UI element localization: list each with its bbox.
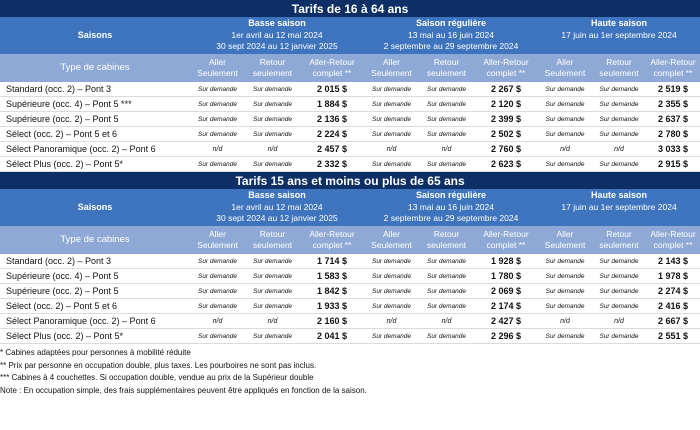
season-dates: 17 juin au 1er septembre 2024 [561,201,677,212]
season-header [190,17,364,54]
season-header [364,189,538,226]
cabin-type: Supérieure (occ. 2) – Pont 5 [0,112,190,127]
column-header-line1: Aller [556,56,574,67]
column-header-line2: seulement [426,240,467,250]
price-cell: Sur demande [592,82,646,97]
column-header-row [0,226,700,254]
column-header-line1: Aller-Retour [650,228,696,239]
price-cell: 1 978 $ [646,269,700,284]
table-row [0,157,700,172]
price-cell: n/d [190,314,245,329]
price-cell: Sur demande [245,254,300,269]
table-row [0,284,700,299]
price-cell: Sur demande [538,127,592,142]
column-header-line2: Seulement [197,240,238,250]
price-cell: 1 842 $ [300,284,364,299]
price-cell: 2 332 $ [300,157,364,172]
price-cell: Sur demande [245,329,300,344]
price-cell: n/d [538,142,592,157]
price-cell: 2 136 $ [300,112,364,127]
column-header-line1: Aller [208,56,226,67]
price-cell: Sur demande [419,254,474,269]
price-cell: 2 120 $ [474,97,538,112]
column-header-line1: Aller-Retour [483,228,529,239]
column-header-line2: Seulement [371,68,412,78]
price-cell: Sur demande [592,254,646,269]
column-header [419,226,474,254]
column-header-line2: seulement [252,68,293,78]
price-cell: 2 416 $ [646,299,700,314]
column-header-line1: Aller-Retour [309,228,355,239]
price-cell: Sur demande [538,254,592,269]
price-cell: Sur demande [364,269,419,284]
table-row [0,299,700,314]
price-cell: 2 551 $ [646,329,700,344]
price-cell: Sur demande [592,97,646,112]
season-header [538,189,700,226]
price-cell: 2 041 $ [300,329,364,344]
price-cell: Sur demande [592,112,646,127]
season-dates-2 [538,41,700,53]
price-cell: Sur demande [364,127,419,142]
price-cell: 2 667 $ [646,314,700,329]
column-header-line1: Aller [556,228,574,239]
price-cell: Sur demande [364,284,419,299]
season-dates-2 [538,213,700,225]
column-header-line2: seulement [599,240,639,250]
cabin-type: Standard (occ. 2) – Pont 3 [0,254,190,269]
cabin-type: Supérieure (occ. 4) – Pont 5 [0,269,190,284]
column-header [538,226,592,254]
cabin-type: Supérieure (occ. 4) – Pont 5 *** [0,97,190,112]
column-header [245,54,300,82]
column-header-line2: complet ** [653,240,693,250]
season-dates: 17 juin au 1er septembre 2024 [561,29,677,40]
column-header [646,226,700,254]
price-cell: 2 355 $ [646,97,700,112]
price-cell: 2 267 $ [474,82,538,97]
column-header [300,226,364,254]
column-header-line2: seulement [426,68,467,78]
price-cell: 2 274 $ [646,284,700,299]
price-cell: Sur demande [538,299,592,314]
price-cell: Sur demande [538,112,592,127]
price-cell: 2 069 $ [474,284,538,299]
price-cell: Sur demande [190,127,245,142]
price-cell: Sur demande [592,157,646,172]
column-header-line1: Retour [606,228,632,239]
column-header [474,54,538,82]
footnote: *** Cabines à 4 couchettes. Si occupation double, vendue au prix de la Supérieur double [0,373,314,382]
price-cell: Sur demande [538,329,592,344]
footnote: * Cabines adaptées pour personnes à mobilité réduite [0,348,191,357]
price-cell: Sur demande [592,299,646,314]
column-header [419,54,474,82]
price-cell: 1 884 $ [300,97,364,112]
price-cell: 3 033 $ [646,142,700,157]
price-cell: 2 457 $ [300,142,364,157]
season-dates: 13 mai au 16 juin 2024 [407,201,494,212]
price-cell: Sur demande [592,284,646,299]
price-cell: Sur demande [190,82,245,97]
column-header-line1: Aller [382,56,400,67]
price-cell: Sur demande [245,82,300,97]
table-row [0,142,700,157]
cabin-type: Sélect Panoramique (occ. 2) – Pont 6 [0,314,190,329]
column-header-line2: Seulement [197,68,238,78]
section-title: Tarifs 15 ans et moins ou plus de 65 ans [0,172,700,190]
price-cell: Sur demande [419,112,474,127]
price-cell: n/d [538,314,592,329]
price-cell: 1 928 $ [474,254,538,269]
column-header [474,226,538,254]
price-cell: Sur demande [364,299,419,314]
table-row [0,97,700,112]
price-cell: Sur demande [364,254,419,269]
price-cell: Sur demande [538,82,592,97]
price-cell: 2 399 $ [474,112,538,127]
season-dates: 13 mai au 16 juin 2024 [407,29,494,40]
cabin-type: Sélect Plus (occ. 2) – Pont 5* [0,329,190,344]
seasons-label: Saisons [0,17,190,54]
price-cell: Sur demande [245,269,300,284]
cabin-type: Sélect Panoramique (occ. 2) – Pont 6 [0,142,190,157]
price-cell: 2 760 $ [474,142,538,157]
column-header-line1: Aller [382,228,400,239]
season-name: Basse saison [248,18,306,29]
price-cell: Sur demande [592,269,646,284]
season-name: Haute saison [591,18,648,29]
column-header-line2: Seulement [544,68,586,78]
season-header-row [0,17,700,54]
cabin-type: Sélect Plus (occ. 2) – Pont 5* [0,157,190,172]
cabin-type: Supérieure (occ. 2) – Pont 5 [0,284,190,299]
section-title-row [0,0,700,17]
column-header [646,54,700,82]
footnote: Note : En occupation simple, des frais supplémentaires peuvent être appliqués en fonction de la saison. [0,385,367,395]
price-cell: Sur demande [538,157,592,172]
price-cell: 1 780 $ [474,269,538,284]
footnotes [0,344,700,397]
price-cell: Sur demande [419,127,474,142]
price-cell: Sur demande [419,82,474,97]
price-cell: Sur demande [419,299,474,314]
price-cell: Sur demande [190,254,245,269]
price-cell: 1 933 $ [300,299,364,314]
price-cell: n/d [592,142,646,157]
column-header-line1: Retour [259,228,286,239]
column-header-line1: Aller [208,228,226,239]
table-row [0,112,700,127]
table-row [0,254,700,269]
price-cell: 1 583 $ [300,269,364,284]
price-cell: n/d [190,142,245,157]
season-dates-2: 2 septembre au 29 septembre 2024 [383,41,519,52]
table-row [0,314,700,329]
price-cell: n/d [245,314,300,329]
column-header [592,226,646,254]
price-cell: Sur demande [592,127,646,142]
column-header [592,54,646,82]
column-header-line2: seulement [599,68,639,78]
column-header [364,226,419,254]
column-header-line2: complet ** [312,240,352,250]
season-name: Saison régulière [415,190,487,201]
price-cell: Sur demande [190,112,245,127]
column-header-line1: Retour [433,56,460,67]
column-header-line2: complet ** [486,240,526,250]
price-cell: n/d [364,142,419,157]
cabin-type: Sélect (occ. 2) – Pont 5 et 6 [0,299,190,314]
price-cell: n/d [419,142,474,157]
price-cell: Sur demande [419,329,474,344]
price-cell: 2 015 $ [300,82,364,97]
column-header-line2: Seulement [544,240,586,250]
season-dates: 1er avril au 12 mai 2024 [231,29,323,40]
column-header [364,54,419,82]
price-cell: Sur demande [190,329,245,344]
price-cell: Sur demande [190,269,245,284]
table-row [0,127,700,142]
price-cell: Sur demande [190,299,245,314]
season-header [364,17,538,54]
season-dates-2: 30 sept 2024 au 12 janvier 2025 [216,213,338,224]
section-title-row [0,172,700,190]
price-cell: n/d [419,314,474,329]
price-cell: Sur demande [245,157,300,172]
price-cell: Sur demande [538,269,592,284]
price-cell: n/d [364,314,419,329]
column-header-line2: complet ** [312,68,352,78]
price-cell: Sur demande [364,112,419,127]
price-cell: 2 780 $ [646,127,700,142]
price-cell: 2 160 $ [300,314,364,329]
cabin-type: Standard (occ. 2) – Pont 3 [0,82,190,97]
season-header [190,189,364,226]
price-cell: Sur demande [419,269,474,284]
cabin-type-label: Type de cabines [0,226,190,254]
price-cell: Sur demande [419,157,474,172]
season-name: Haute saison [591,190,648,201]
footnote: ** Prix par personne en occupation double, plus taxes. Les pourboires ne sont pas inclus. [0,360,317,370]
column-header-line1: Aller-Retour [309,56,355,67]
column-header-line2: seulement [252,240,293,250]
column-header [538,54,592,82]
price-cell: Sur demande [190,284,245,299]
season-name: Saison régulière [415,18,487,29]
season-dates: 1er avril au 12 mai 2024 [231,201,323,212]
price-cell: Sur demande [245,97,300,112]
price-cell: n/d [592,314,646,329]
price-cell: Sur demande [245,284,300,299]
price-cell: Sur demande [419,284,474,299]
price-cell: 2 143 $ [646,254,700,269]
price-cell: Sur demande [190,97,245,112]
column-header-line1: Aller-Retour [483,56,529,67]
column-header-line1: Aller-Retour [650,56,696,67]
cabin-type: Sélect (occ. 2) – Pont 5 et 6 [0,127,190,142]
season-name: Basse saison [248,190,306,201]
season-dates-2: 2 septembre au 29 septembre 2024 [383,213,519,224]
price-cell: Sur demande [245,127,300,142]
season-dates-2: 30 sept 2024 au 12 janvier 2025 [216,41,338,52]
season-header [538,17,700,54]
price-cell: 2 224 $ [300,127,364,142]
price-cell: 2 915 $ [646,157,700,172]
price-cell: Sur demande [364,157,419,172]
price-cell: 2 623 $ [474,157,538,172]
price-cell: 2 502 $ [474,127,538,142]
season-header-row [0,189,700,226]
column-header-row [0,54,700,82]
price-cell: 1 714 $ [300,254,364,269]
price-cell: Sur demande [592,329,646,344]
price-cell: Sur demande [538,97,592,112]
column-header-line2: complet ** [486,68,526,78]
column-header [190,226,245,254]
section-title: Tarifs de 16 à 64 ans [0,0,700,17]
table-row [0,269,700,284]
price-cell: Sur demande [419,97,474,112]
column-header [245,226,300,254]
column-header-line1: Retour [606,56,632,67]
cabin-type-label: Type de cabines [0,54,190,82]
column-header-line1: Retour [433,228,460,239]
column-header-line1: Retour [259,56,286,67]
price-cell: Sur demande [245,299,300,314]
column-header-line2: complet ** [653,68,693,78]
price-cell: Sur demande [190,157,245,172]
column-header-line2: Seulement [371,240,412,250]
price-cell: Sur demande [364,82,419,97]
column-header [300,54,364,82]
table-row [0,82,700,97]
seasons-label: Saisons [0,189,190,226]
price-cell: Sur demande [245,112,300,127]
price-cell: n/d [245,142,300,157]
price-cell: 2 637 $ [646,112,700,127]
price-cell: Sur demande [538,284,592,299]
price-cell: Sur demande [364,329,419,344]
price-cell: Sur demande [364,97,419,112]
price-cell: 2 427 $ [474,314,538,329]
price-cell: 2 174 $ [474,299,538,314]
price-cell: 2 296 $ [474,329,538,344]
price-cell: 2 519 $ [646,82,700,97]
table-row [0,329,700,344]
column-header [190,54,245,82]
